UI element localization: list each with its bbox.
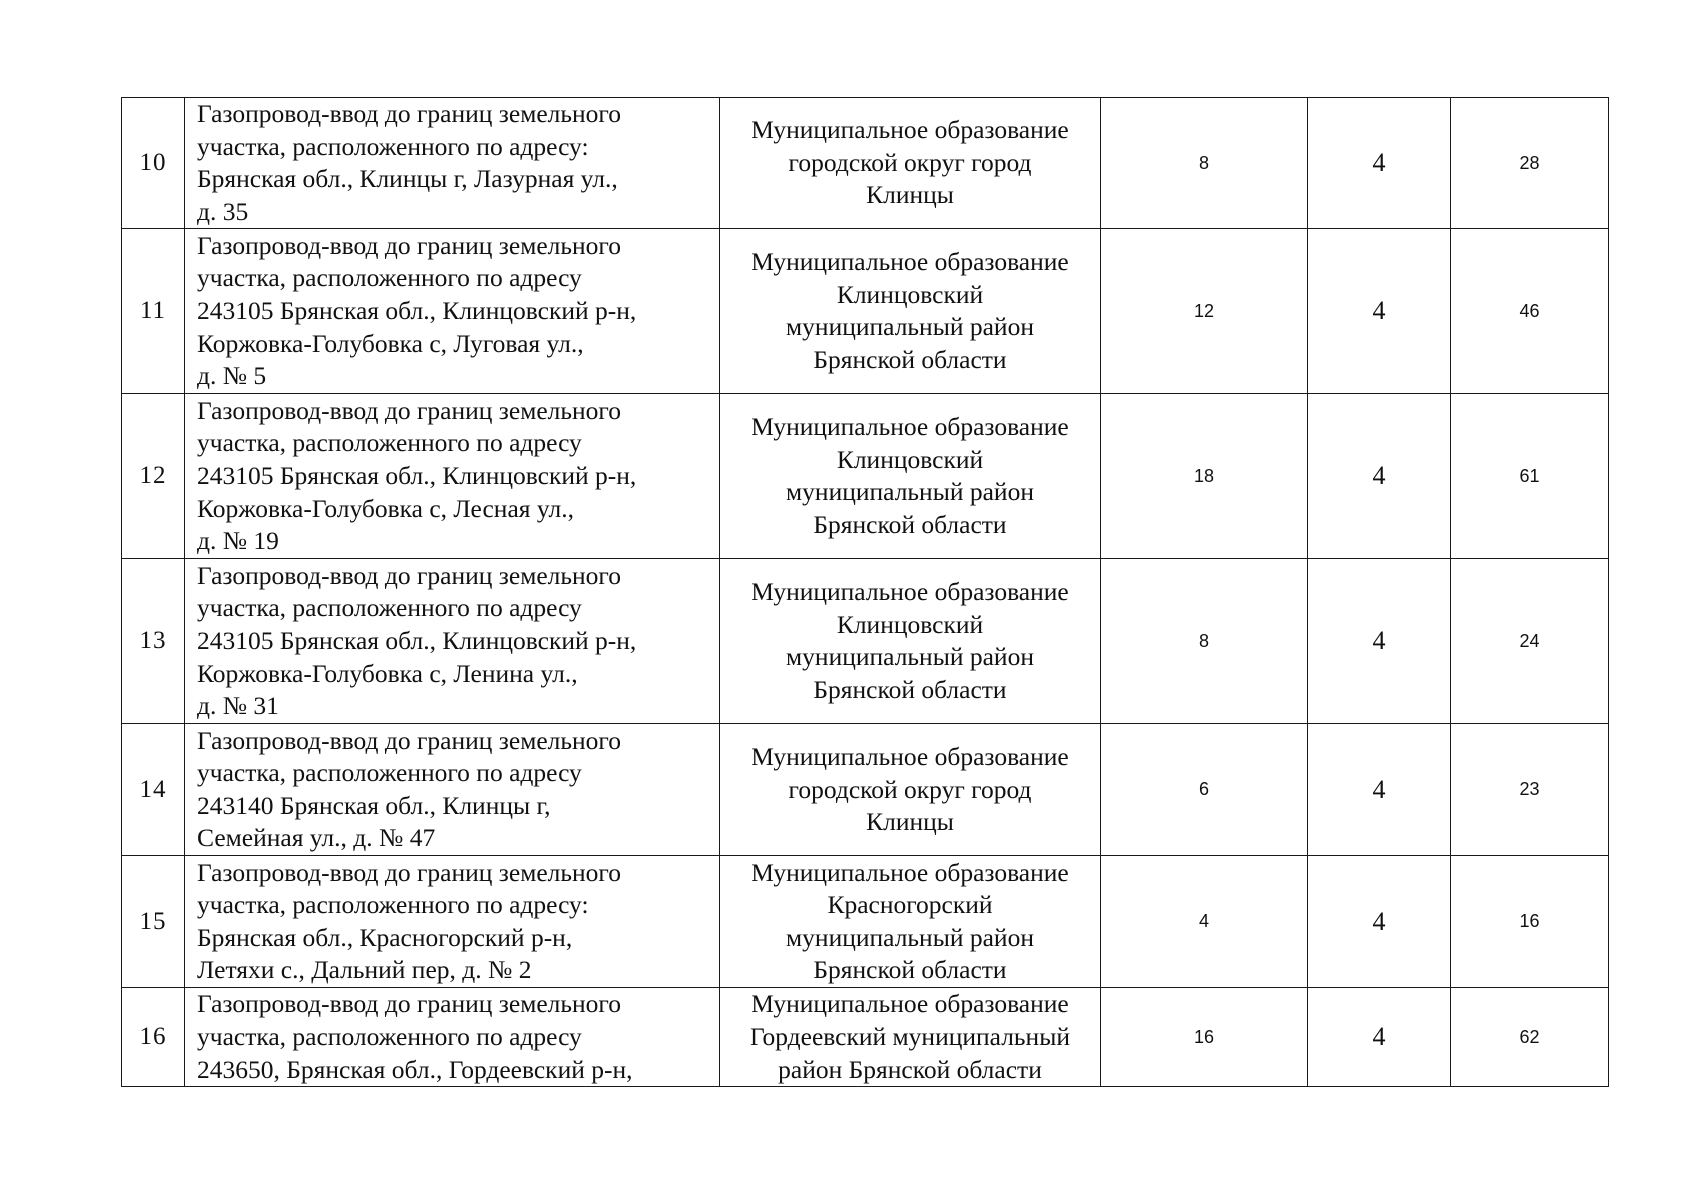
owner-line: Брянской области <box>813 344 1007 374</box>
owner-line: Красногорский <box>827 890 993 920</box>
owner-municipality <box>720 988 1101 1087</box>
owner-line: Клинцы <box>866 180 954 210</box>
description-line: участка, расположенного по адресу <box>197 758 582 788</box>
description-line: Газопровод-ввод до границ земельного <box>197 725 621 755</box>
table-row <box>122 394 1609 559</box>
description-line: участка, расположенного по адресу <box>197 263 582 293</box>
table-row <box>122 988 1609 1087</box>
owner-line: Брянской области <box>813 674 1007 704</box>
table-row <box>122 724 1609 856</box>
owner-municipality <box>720 559 1101 724</box>
owner-line: муниципальный район <box>786 642 1034 672</box>
owner-line: Муниципальное образование <box>751 857 1069 887</box>
owner-line: Брянской области <box>813 509 1007 539</box>
owner-line: район Брянской области <box>778 1054 1042 1084</box>
value-col6: 28 <box>1451 98 1609 229</box>
row-number: 10 <box>122 98 185 229</box>
description-line: Коржовка-Голубовка с, Ленина ул., <box>197 658 578 688</box>
value-col4: 6 <box>1101 724 1308 856</box>
owner-municipality <box>720 394 1101 559</box>
owner-line: Муниципальное образование <box>751 412 1069 442</box>
owner-line: Муниципальное образование <box>751 247 1069 277</box>
description-line: Газопровод-ввод до границ земельного <box>197 230 621 260</box>
owner-municipality <box>720 724 1101 856</box>
value-col6: 61 <box>1451 394 1609 559</box>
description-line: д. № 19 <box>197 526 279 556</box>
description-line: 243650, Брянская обл., Гордеевский р-н, <box>197 1054 633 1084</box>
object-description <box>185 394 720 559</box>
description-line: д. 35 <box>197 196 249 226</box>
value-col4: 16 <box>1101 988 1308 1087</box>
description-line: 243105 Брянская обл., Клинцовский р-н, <box>197 296 637 326</box>
description-line: участка, расположенного по адресу: <box>197 131 589 161</box>
owner-line: Муниципальное образование <box>751 741 1069 771</box>
value-col5: 4 <box>1308 229 1451 394</box>
description-line: участка, расположенного по адресу <box>197 593 582 623</box>
value-col4: 4 <box>1101 856 1308 988</box>
description-line: Газопровод-ввод до границ земельного <box>197 99 621 128</box>
value-col6: 23 <box>1451 724 1609 856</box>
owner-line: муниципальный район <box>786 477 1034 507</box>
owner-line: муниципальный район <box>786 922 1034 952</box>
description-line: участка, расположенного по адресу: <box>197 890 589 920</box>
owner-line: Клинцы <box>866 807 954 837</box>
description-line: Брянская обл., Клинцы г, Лазурная ул., <box>197 164 618 194</box>
description-line: Семейная ул., д. № 47 <box>197 823 436 853</box>
row-number: 12 <box>122 394 185 559</box>
value-col6: 46 <box>1451 229 1609 394</box>
value-col5: 4 <box>1308 856 1451 988</box>
value-col5: 4 <box>1308 988 1451 1087</box>
object-description <box>185 229 720 394</box>
owner-line: Муниципальное образование <box>751 989 1069 1019</box>
value-col6: 16 <box>1451 856 1609 988</box>
gas-pipeline-table <box>121 97 1609 1087</box>
description-line: 243140 Брянская обл., Клинцы г, <box>197 790 551 820</box>
description-line: 243105 Брянская обл., Клинцовский р-н, <box>197 626 637 656</box>
table-row <box>122 856 1609 988</box>
object-description <box>185 856 720 988</box>
description-line: Коржовка-Голубовка с, Луговая ул., <box>197 328 584 358</box>
description-line: Газопровод-ввод до границ земельного <box>197 560 621 590</box>
owner-line: Брянской области <box>813 955 1007 985</box>
object-description <box>185 98 720 229</box>
owner-municipality <box>720 229 1101 394</box>
owner-line: городской округ город <box>788 774 1032 804</box>
value-col5: 4 <box>1308 559 1451 724</box>
value-col5: 4 <box>1308 394 1451 559</box>
object-description <box>185 559 720 724</box>
owner-line: Клинцовский <box>836 279 984 309</box>
description-line: Брянская обл., Красногорский р-н, <box>197 922 573 952</box>
description-line: 243105 Брянская обл., Клинцовский р-н, <box>197 461 637 491</box>
description-line: Летяхи с., Дальний пер, д. № 2 <box>197 955 532 985</box>
row-number: 13 <box>122 559 185 724</box>
owner-municipality <box>720 98 1101 229</box>
owner-line: Муниципальное образование <box>751 577 1069 607</box>
owner-line: Клинцовский <box>836 609 984 639</box>
value-col5: 4 <box>1308 724 1451 856</box>
table-row <box>122 98 1609 229</box>
description-line: Коржовка-Голубовка с, Лесная ул., <box>197 493 574 523</box>
row-number: 15 <box>122 856 185 988</box>
object-description <box>185 988 720 1087</box>
value-col5: 4 <box>1308 98 1451 229</box>
description-line: Газопровод-ввод до границ земельного <box>197 857 621 887</box>
description-line: участка, расположенного по адресу <box>197 428 582 458</box>
table-row <box>122 559 1609 724</box>
value-col6: 24 <box>1451 559 1609 724</box>
value-col4: 8 <box>1101 559 1308 724</box>
description-line: д. № 31 <box>197 691 279 721</box>
owner-line: городской округ город <box>788 147 1032 177</box>
value-col4: 12 <box>1101 229 1308 394</box>
description-line: Газопровод-ввод до границ земельного <box>197 395 621 425</box>
gas-pipeline-table-page <box>121 97 1608 1087</box>
table-row <box>122 229 1609 394</box>
owner-municipality <box>720 856 1101 988</box>
object-description <box>185 724 720 856</box>
value-col4: 18 <box>1101 394 1308 559</box>
row-number: 14 <box>122 724 185 856</box>
row-number: 16 <box>122 988 185 1087</box>
owner-line: Клинцовский <box>836 444 984 474</box>
value-col4: 8 <box>1101 98 1308 229</box>
row-number: 11 <box>122 229 185 394</box>
description-line: д. № 5 <box>197 361 267 391</box>
value-col6: 62 <box>1451 988 1609 1087</box>
description-line: участка, расположенного по адресу <box>197 1022 582 1052</box>
owner-line: Гордеевский муниципальный <box>750 1022 1070 1052</box>
description-line: Газопровод-ввод до границ земельного <box>197 989 621 1019</box>
owner-line: Муниципальное образование <box>751 115 1069 145</box>
owner-line: муниципальный район <box>786 312 1034 342</box>
